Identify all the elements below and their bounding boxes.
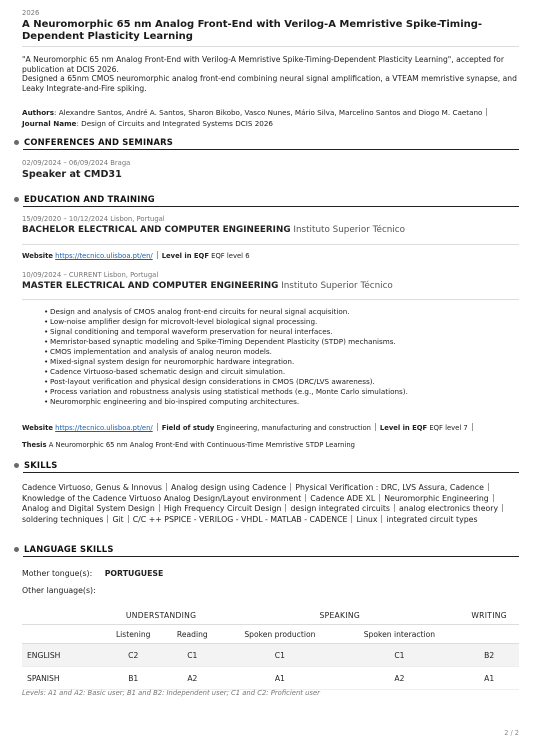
divider xyxy=(22,299,519,300)
skill-item: C/C ++ PSPICE - VERILOG - VHDL - MATLAB - CADENCE xyxy=(132,514,348,524)
level-cell: A1 xyxy=(220,667,339,690)
skill-item: analog electronics theory xyxy=(399,504,499,514)
section-header xyxy=(14,137,519,147)
level-cell: B2 xyxy=(459,644,519,667)
subheader-spoken-interaction: Spoken interaction xyxy=(340,625,460,644)
publication-description xyxy=(22,55,517,93)
master-level-value: EQF level 7 xyxy=(429,424,468,432)
list-item: • Memristor-based synaptic modeling and Spike-Timing Dependent Plasticity (STDP) mechanisms. xyxy=(44,337,504,347)
master-field-label: Field of study xyxy=(161,424,215,432)
journal-value: Design of Circuits and Integrated Systems DCIS 2026 xyxy=(81,119,274,128)
skill-item: Cadence ADE XL xyxy=(310,493,376,503)
master-website-label: Website xyxy=(22,424,53,432)
languages-section xyxy=(14,544,519,557)
bullet-icon xyxy=(14,197,19,202)
bachelor-institution: Instituto Superior Técnico xyxy=(293,225,406,235)
mother-tongue xyxy=(22,569,163,578)
bachelor-date: 15/09/2020 – 10/12/2024 Lisbon, Portugal xyxy=(22,215,165,223)
table-row xyxy=(22,667,519,690)
list-item: • CMOS implementation and analysis of analog neuron models. xyxy=(44,347,504,357)
conferences-heading: CONFERENCES AND SEMINARS xyxy=(24,137,174,147)
level-cell: A1 xyxy=(459,667,519,690)
level-cell: C1 xyxy=(340,644,460,667)
list-item: • Cadence Virtuoso-based schematic design and circuit simulation. xyxy=(44,367,504,377)
conference-date: 02/09/2024 – 06/09/2024 Braga xyxy=(22,159,131,167)
list-item: • Mixed-signal system design for neuromorphic hardware integration. xyxy=(44,357,504,367)
master-level-label: Level in EQF xyxy=(379,424,428,432)
skill-item: Analog and Digital System Design xyxy=(22,504,155,514)
list-item: • Process variation and robustness analysis using statistical methods (e.g., Monte Carlo simulations). xyxy=(44,387,504,397)
skills-section xyxy=(14,460,519,473)
list-item: • Signal conditioning and temporal waveform preservation for neural interfaces. xyxy=(44,327,504,337)
section-rule xyxy=(23,556,519,557)
bullet-icon xyxy=(14,140,19,145)
skills-heading: SKILLS xyxy=(24,460,58,470)
group-writing: WRITING xyxy=(459,606,519,625)
master-meta xyxy=(22,423,477,432)
levels-note: Levels: A1 and A2: Basic user; B1 and B2: Independent user; C1 and C2: Proficient user xyxy=(22,689,320,697)
authors-value: Alexandre Santos, André A. Santos, Sharon Bikobo, Vasco Nunes, Mário Silva, Marcelino Santos and Diogo M. Caetano xyxy=(58,108,483,117)
skill-item: Neuromorphic Engineering xyxy=(384,493,489,503)
subheader-spoken-production: Spoken production xyxy=(220,625,339,644)
level-cell: B1 xyxy=(102,667,164,690)
bachelor-degree xyxy=(22,225,405,235)
level-cell: C2 xyxy=(102,644,164,667)
page-number: 2 / 2 xyxy=(504,729,519,737)
publication-description-line-1: "A Neuromorphic 65 nm Analog Front-End with Verilog-A Memristive Spike-Timing-Dependent Plasticity Learning", accepted for publication at DCIS 2026. xyxy=(22,55,504,74)
publication-title: A Neuromorphic 65 nm Analog Front-End with Verilog-A Memristive Spike-Timing-Dependent Plasticity Learning xyxy=(22,19,483,42)
language-name: SPANISH xyxy=(22,667,102,690)
level-cell: A2 xyxy=(164,667,220,690)
list-item: • Post-layout verification and physical design considerations in CMOS (DRC/LVS awareness). xyxy=(44,377,504,387)
master-degree-title: MASTER ELECTRICAL AND COMPUTER ENGINEERING xyxy=(22,281,279,291)
skill-item: integrated circuit types xyxy=(386,514,478,524)
other-languages-label: Other language(s): xyxy=(22,586,96,595)
language-name: ENGLISH xyxy=(22,644,102,667)
skill-item: design integrated circuits xyxy=(290,504,390,514)
thesis-label: Thesis xyxy=(22,441,47,449)
skill-item: Git xyxy=(112,514,124,524)
bullet-icon xyxy=(14,547,19,552)
subheader-reading: Reading xyxy=(164,625,220,644)
level-cell: C1 xyxy=(220,644,339,667)
conferences-section xyxy=(14,137,519,150)
skill-item: Linux xyxy=(356,514,378,524)
education-heading: EDUCATION AND TRAINING xyxy=(24,194,155,204)
master-website-link[interactable]: https://tecnico.ulisboa.pt/en/ xyxy=(55,424,153,432)
bachelor-website-label: Website xyxy=(22,252,53,260)
subheader-listening: Listening xyxy=(102,625,164,644)
skills-list xyxy=(22,483,518,525)
master-date: 10/09/2024 – CURRENT Lisbon, Portugal xyxy=(22,271,159,279)
master-thesis xyxy=(22,441,355,449)
group-understanding: UNDERSTANDING xyxy=(102,606,220,625)
authors-label: Authors xyxy=(22,108,54,117)
section-header xyxy=(14,544,519,554)
master-bullet-list xyxy=(44,307,504,407)
language-table xyxy=(22,606,519,690)
bachelor-level-label: Level in EQF xyxy=(161,252,209,260)
bachelor-level-value: EQF level 6 xyxy=(211,252,250,260)
conference-title: Speaker at CMD31 xyxy=(22,169,122,180)
section-rule xyxy=(23,472,519,473)
bachelor-degree-title: BACHELOR ELECTRICAL AND COMPUTER ENGINEERING xyxy=(22,225,291,235)
level-cell: C1 xyxy=(164,644,220,667)
list-item: • Low-noise amplifier design for microvolt-level biological signal processing. xyxy=(44,317,504,327)
section-header xyxy=(14,194,519,204)
divider xyxy=(22,244,519,245)
skill-item: High Frequency Circuit Design xyxy=(163,504,282,514)
skill-item: Physical Verification : DRC, LVS Assura, Cadence xyxy=(295,483,484,492)
publication-description-line-2: Designed a 65nm CMOS neuromorphic analog front-end combining neural signal amplification, a VTEAM memristive synapse, and Leaky Integrate-and-Fire spiking. xyxy=(22,74,517,93)
list-item: • Design and analysis of CMOS analog front-end circuits for neural signal acquisition. xyxy=(44,307,504,317)
bachelor-meta xyxy=(22,251,250,260)
level-cell: A2 xyxy=(340,667,460,690)
publication-journal: Journal Name: Design of Circuits and Integrated Systems DCIS 2026 xyxy=(22,119,274,128)
mother-tongue-label: Mother tongue(s): xyxy=(22,569,93,578)
language-table-group-header xyxy=(22,606,519,625)
languages-heading: LANGUAGE SKILLS xyxy=(24,544,114,554)
journal-label: Journal Name xyxy=(22,119,77,128)
master-institution: Instituto Superior Técnico xyxy=(281,281,393,291)
skill-item: soldering techniques xyxy=(22,514,104,524)
skill-item: Knowledge of the Cadence Virtuoso Analog Design/Layout environment xyxy=(22,493,302,503)
skill-item: Analog design using Cadence xyxy=(170,483,287,492)
thesis-value: A Neuromorphic 65 nm Analog Front-End with Continuous-Time Memristive STDP Learning xyxy=(48,441,355,449)
section-rule xyxy=(23,206,519,207)
master-field-value: Engineering, manufacturing and construction xyxy=(216,424,371,432)
table-row xyxy=(22,644,519,667)
skill-item: Cadence Virtuoso, Genus & Innovus xyxy=(22,483,162,492)
bullet-icon xyxy=(14,463,19,468)
list-item: • Neuromorphic engineering and bio-inspired computing architectures. xyxy=(44,397,504,407)
section-rule xyxy=(23,149,519,150)
education-section xyxy=(14,194,519,207)
section-header xyxy=(14,460,519,470)
master-degree xyxy=(22,281,393,291)
publication-year: 2026 xyxy=(22,9,40,17)
mother-tongue-value: PORTUGUESE xyxy=(104,569,164,578)
divider xyxy=(22,46,519,47)
publication-authors: Authors: Alexandre Santos, André A. Santos, Sharon Bikobo, Vasco Nunes, Mário Silva, Marcelino Santos and Diogo M. Caetano xyxy=(22,108,522,117)
bachelor-website-link[interactable]: https://tecnico.ulisboa.pt/en/ xyxy=(55,252,153,260)
group-speaking: SPEAKING xyxy=(220,606,459,625)
language-table-subheader xyxy=(22,625,519,644)
